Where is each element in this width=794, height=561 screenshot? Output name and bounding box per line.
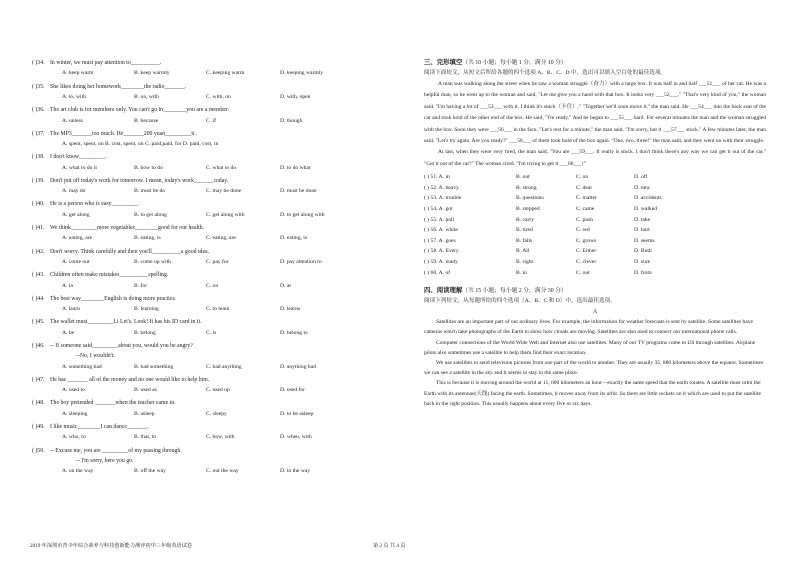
question-stem: [32, 398, 382, 408]
option-row: [32, 139, 382, 152]
option-row: [32, 257, 382, 270]
option-b[interactable]: B. on, with: [134, 93, 159, 100]
footer-exam-title: 2019 年深圳市青少年综合素养与科技创新能力测评初中三年级英语试卷: [30, 543, 193, 549]
question-number: ( )43.: [32, 272, 45, 279]
question-number: ( )38.: [32, 154, 45, 161]
option-b[interactable]: B. come up with: [134, 259, 171, 266]
option-a[interactable]: A. to, with: [62, 93, 86, 100]
option-b[interactable]: B. belong: [134, 329, 156, 336]
cloze-option-a[interactable]: ( ) 53. A. trouble: [424, 195, 462, 202]
cloze-paragraph: A man was walking along the street when he saw a woman struggle（奋力）with a large box. It was half in and half ___51___ of her car. He was a helpful man, so he went up to the woman and said, "Let me give you a hand with that box. It looks very ___52___." "That's very kind of you," the woman said. "I'm having a lot of ___53___ with it. I think it's stuck（卡住）." "Together we'll soon move it," the man said. He ___54___ into the back seat of the car and took hold of the other end of the box. He said, "I'm ready." And he began to ___55___ hard. For several minutes the man and the woman struggled with the box. Soon they were ___56___ in the face. "Let's rest for a minute," the man said. "I'm sorry, but it ___57___ stuck." A few minutes later, the man said, "Let's try again. Are you ready?" ___58___ of them took hold of the box again. "One, two, three!" the man said, and they went on with their struggle.: [424, 81, 766, 145]
question-number: ( )46.: [32, 342, 45, 349]
cloze-option-c[interactable]: C. Either: [576, 248, 597, 255]
question-text: -- Excuse me, you are _________of my passing through.: [50, 447, 182, 454]
question-number: ( )48.: [32, 400, 45, 407]
question-number: ( )49.: [32, 424, 45, 431]
cloze-answer-row: [424, 246, 766, 257]
question-number: ( )45.: [32, 319, 45, 326]
option-c[interactable]: C. if: [206, 117, 216, 124]
footer-page-number: 第 2 页 共 4 页: [373, 543, 406, 549]
cloze-option-c[interactable]: C. came: [576, 206, 595, 213]
cloze-answer-row: [424, 204, 766, 215]
option-row: [32, 409, 382, 422]
option-row: [32, 304, 382, 317]
cloze-option-b[interactable]: B. tired: [516, 227, 533, 234]
question-reply: -- I'm sorry, here you go.: [76, 458, 134, 465]
reading-title: 四、阅读理解: [424, 287, 463, 295]
cloze-option-c[interactable]: C. red: [576, 227, 590, 234]
question-stem: [32, 341, 382, 351]
option-a[interactable]: A. learn: [62, 306, 81, 313]
option-d[interactable]: D. must be done: [280, 188, 317, 195]
cloze-passage: [424, 79, 766, 170]
option-d[interactable]: D. when, with: [280, 434, 312, 441]
cloze-option-a[interactable]: ( ) 58. A. Every: [424, 248, 459, 255]
option-c[interactable]: C. what to do: [206, 164, 237, 171]
reading-section-title: [424, 286, 766, 296]
option-row: [32, 210, 382, 223]
question-text: Children often make mistakes__________spelling.: [50, 272, 169, 279]
option-d[interactable]: D. anything bad: [280, 363, 316, 370]
question-stem: [32, 446, 382, 456]
option-d[interactable]: D. to be asleep: [280, 410, 314, 417]
reading-instruction: 阅读下列短文，从每题所给的四个选项（A、B、C 和 D）中，选出最佳选项。: [424, 298, 616, 305]
option-a[interactable]: A. sleeping: [62, 410, 88, 417]
cloze-option-b[interactable]: B. All: [516, 248, 530, 255]
question-number: ( )42.: [32, 248, 45, 255]
cloze-option-a[interactable]: ( ) 55. A. pull: [424, 216, 455, 223]
cloze-option-d[interactable]: D. new: [634, 184, 651, 191]
option-b[interactable]: B. eating, is: [134, 235, 161, 242]
cloze-title-sub: （共 10 小题；每小题 1 分，满分 10 分）: [462, 60, 567, 66]
question-text: He has _______ all of the money and no one would like to help him.: [50, 376, 210, 383]
cloze-option-d[interactable]: D. accidents: [634, 195, 662, 202]
reading-title-sub: （共 15 小题；每小题 2 分，满分 30 分）: [462, 288, 567, 295]
option-a[interactable]: A. used to: [62, 387, 85, 394]
question-stem: [32, 375, 382, 385]
cloze-option-b[interactable]: B. questions: [516, 195, 544, 202]
cloze-option-b[interactable]: B. carry: [516, 216, 535, 223]
question-stem: [32, 82, 382, 92]
cloze-answer-row: [424, 225, 766, 236]
option-b[interactable]: B. to get along: [134, 211, 167, 218]
question-number: ( )39.: [32, 177, 45, 184]
question-stem: [32, 152, 382, 162]
option-a[interactable]: A. eating, are: [62, 235, 93, 242]
reading-passage: [424, 317, 766, 409]
option-b[interactable]: B. because: [134, 117, 159, 124]
cloze-answer-row: [424, 193, 766, 204]
cloze-option-d[interactable]: D. hurt: [634, 227, 650, 234]
question-stem: [32, 199, 382, 209]
question-stem: [32, 247, 382, 257]
question-stem: [32, 270, 382, 280]
cloze-answer-row: [424, 183, 766, 194]
option-d[interactable]: D. eating, is: [280, 235, 308, 242]
question-text: The best way________English is doing more practice.: [50, 295, 177, 302]
option-row: [32, 68, 382, 81]
option-c[interactable]: C. with, on: [206, 93, 231, 100]
cloze-answer-row: [424, 268, 766, 279]
question-stem: [32, 176, 382, 186]
option-c[interactable]: C. bad anything: [206, 363, 242, 370]
option-d[interactable]: D. to get along with: [280, 211, 325, 218]
question-text: Don't put off today's work for tomorrow. I mean, today's work_______today.: [50, 177, 229, 184]
option-b[interactable]: B. bad something: [134, 363, 174, 370]
reading-paragraph: Computer connections of the World Wide Web and Internet also use satellites. Many of our TV programs come to US through satellites. Airplane pilots also sometimes use a satellite to help them find their exact location.: [424, 339, 756, 356]
cloze-option-b[interactable]: B. in: [516, 269, 527, 276]
cloze-option-b[interactable]: B. out: [516, 174, 530, 181]
question-stem: [32, 105, 382, 115]
cloze-option-c[interactable]: C. clever: [576, 259, 597, 265]
option-row: [32, 163, 382, 176]
cloze-option-a[interactable]: ( ) 56. A. white: [424, 227, 458, 234]
cloze-option-a[interactable]: ( ) 51. A. in: [424, 174, 450, 181]
option-row: [32, 92, 382, 105]
option-row: [32, 186, 382, 199]
option-a[interactable]: A. may do: [62, 188, 86, 195]
question-number: ( )37.: [32, 130, 45, 137]
question-number: ( )50.: [32, 447, 45, 454]
cloze-instruction: 阅读下面短文，从短文后所给各题的四个选项 A、B、C、D 中，选出可以填入空白处的最佳选项。: [424, 70, 667, 76]
cloze-option-d[interactable]: D. sure: [634, 259, 651, 265]
option-d[interactable]: D. though: [280, 117, 303, 124]
option-a[interactable]: A. who, to: [62, 434, 86, 441]
question-text: In winter, we must pay attention to__________.: [50, 60, 162, 66]
option-c[interactable]: C. to learn: [206, 306, 230, 313]
cloze-option-d[interactable]: D. off: [634, 174, 648, 181]
cloze-option-a[interactable]: ( ) 60. A. of: [424, 269, 451, 276]
option-d[interactable]: D. learns: [280, 306, 301, 313]
question-number: ( )44.: [32, 295, 45, 302]
option-row: [32, 432, 382, 445]
question-text: -- If someone said_________about you, would you be angry?: [50, 342, 193, 349]
option-a[interactable]: A. come out: [62, 259, 90, 266]
option-row: [32, 328, 382, 341]
cloze-option-c[interactable]: C. push: [576, 216, 594, 223]
cloze-paragraph: At last, when they were very tired, the man said, "You are ___59___. It really is stuck. I don't think there's any way we can get it out of the car." "Get it out of the car?" The woman cried. "I'm trying to get it ___60___!": [424, 149, 766, 167]
cloze-option-b[interactable]: B. strong: [516, 184, 537, 191]
cloze-option-c[interactable]: C. dear: [576, 184, 593, 191]
question-text: The MP3_______too much. He_______200 yuan_________it .: [50, 130, 198, 137]
cloze-answer-row: [424, 215, 766, 226]
cloze-option-b[interactable]: B. right: [516, 259, 534, 265]
cloze-option-b[interactable]: B. stepped: [516, 206, 540, 213]
cloze-option-a[interactable]: ( ) 52. A. heavy: [424, 184, 459, 191]
option-c[interactable]: C. out the way: [206, 468, 239, 475]
cloze-option-a[interactable]: ( ) 57. A. goes: [424, 237, 456, 244]
question-text: The wallet must_________Li Lei's. Look! It has his ID card in it.: [50, 319, 202, 326]
question-text: I like music________I can dance_______.: [50, 424, 149, 431]
option-b[interactable]: B. that, to: [134, 434, 157, 441]
question-number: ( )41.: [32, 225, 45, 232]
option-row: [32, 116, 382, 129]
option-b[interactable]: B. must be do: [134, 188, 166, 195]
option-d[interactable]: D. in the way: [280, 468, 311, 475]
option-row: [32, 385, 382, 398]
cloze-answer-row: [424, 172, 766, 183]
question-text: He is a person who is easy_________.: [50, 201, 140, 208]
option-a[interactable]: A. get along: [62, 211, 90, 218]
option-row: [32, 362, 382, 375]
question-text: We think_________more vegetables________good for our health.: [50, 225, 205, 232]
option-b[interactable]: B. keep warmly: [134, 70, 170, 77]
option-b[interactable]: B. asleep: [134, 410, 155, 417]
option-c[interactable]: C. is: [206, 329, 217, 336]
question-number: ( )35.: [32, 83, 45, 90]
left-column: [32, 58, 382, 480]
option-b[interactable]: B. off the way: [134, 468, 166, 475]
option-a[interactable]: A. in: [62, 282, 74, 289]
reading-paragraph: We use satellites to send television pictures from one part of the world to another. They are usually 35, 880 kilometers above the equator. Sometimes we can see a satellite in the sky and it seems to stay in the same place.: [424, 360, 764, 377]
cloze-option-c[interactable]: C. out: [576, 269, 590, 276]
question-reply: --No, I wouldn't.: [76, 353, 115, 360]
question-stem: [32, 294, 382, 304]
question-stem: [32, 223, 382, 233]
option-row: [32, 233, 382, 246]
cloze-option-c[interactable]: C. matter: [576, 195, 597, 202]
question-number: ( )40.: [32, 201, 45, 208]
option-d[interactable]: D. pay attention to: [280, 259, 322, 266]
question-text: Don't worry. Think carefully and then you'll__________a good idea.: [50, 248, 210, 255]
option-c[interactable]: C. eating, are: [206, 235, 236, 242]
option-a[interactable]: A. be: [62, 329, 75, 336]
question-stem: [32, 129, 382, 139]
option-b[interactable]: B. for: [134, 282, 148, 289]
cloze-option-d[interactable]: D. from: [634, 269, 652, 276]
option-c[interactable]: C. used up: [206, 387, 230, 394]
cloze-option-d[interactable]: D. seems: [634, 237, 655, 244]
question-text: She likes doing her homework________the radio_______.: [50, 83, 187, 90]
reading-paragraph: This is because it is moving around the world at 11, 000 kilometers an hour—exactly the same speed that the earth rotates. A satellite must orbit the Earth with its antennae(天线) facing the earth. Sometimes, it moves away from its orbit. So there are little rockets on it which are used to put the satellite back in the right position. This usually happens about every five or six days.: [424, 380, 761, 407]
cloze-option-b[interactable]: B. falls: [516, 237, 533, 244]
option-a[interactable]: A. what to do it: [62, 164, 97, 171]
option-d[interactable]: D. belong to: [280, 329, 308, 336]
option-row: [32, 466, 382, 479]
cloze-option-d[interactable]: D. Both: [634, 248, 652, 255]
cloze-option-c[interactable]: C. on: [576, 174, 589, 181]
option-d[interactable]: D. keeping warmly: [280, 70, 324, 77]
option-b[interactable]: B. used as: [134, 387, 157, 394]
cloze-answer-row: [424, 257, 766, 268]
option-b[interactable]: B. learning: [134, 306, 159, 313]
option-c[interactable]: C. pay for: [206, 259, 229, 266]
option-a[interactable]: A. on the way: [62, 468, 94, 475]
cloze-title: 三、完形填空: [424, 59, 463, 66]
option-c[interactable]: C. on: [206, 282, 219, 289]
question-stem: [32, 317, 382, 327]
option-d[interactable]: D. to do what: [280, 164, 311, 171]
cloze-option-d[interactable]: D. take: [634, 216, 651, 223]
reading-part-label: A: [592, 309, 598, 316]
option-c[interactable]: C. sleepy: [206, 410, 227, 417]
question-text: I don't know_________.: [50, 154, 107, 161]
cloze-section-title: [424, 58, 766, 68]
option-b[interactable]: B. how to do: [134, 164, 163, 171]
option-d[interactable]: D. used for: [280, 387, 306, 394]
option-a[interactable]: A. keep warm: [62, 70, 94, 77]
cloze-answer-list: [424, 172, 766, 278]
option-c[interactable]: C. may be done: [206, 188, 242, 195]
option-c[interactable]: C. keeping warm: [206, 70, 245, 77]
question-number: ( )36.: [32, 107, 45, 114]
option-a[interactable]: A. spent, spent, on B. cost, spent, on C. paid,paid, for D. paid, cost, in: [62, 141, 219, 148]
option-d[interactable]: D. with, open: [280, 93, 311, 100]
question-text: The boy pretended _______when the teacher came in.: [50, 400, 176, 407]
question-number: ( )34.: [32, 60, 45, 66]
reading-paragraph: Satellites are an important part of our ordinary lives. For example, the information for weather forecasts is sent by satellite. Some satellites have cameras which take photographs of the Earth to show how clouds are moving. Satellites are also used to connect our international phone calls.: [424, 319, 753, 336]
right-column: [424, 58, 766, 409]
cloze-option-c[interactable]: C. grows: [576, 237, 597, 244]
cloze-option-a[interactable]: ( ) 54. A. got: [424, 206, 453, 213]
question-text: The art club is for members only. You can't go in________you are a member.: [50, 107, 230, 114]
option-a[interactable]: A. unless: [62, 117, 83, 124]
question-number: ( )47.: [32, 376, 45, 383]
option-d[interactable]: D. at: [280, 282, 291, 289]
option-c[interactable]: C. get along with: [206, 211, 245, 218]
question-stem: [32, 422, 382, 432]
option-a[interactable]: A. something bad: [62, 363, 102, 370]
cloze-option-a[interactable]: ( ) 59. A. ready: [424, 259, 458, 265]
question-stem: [32, 58, 382, 68]
option-row: [32, 281, 382, 294]
option-c[interactable]: C. how, with: [206, 434, 235, 441]
cloze-option-d[interactable]: D. walked: [634, 206, 657, 213]
cloze-answer-row: [424, 236, 766, 247]
